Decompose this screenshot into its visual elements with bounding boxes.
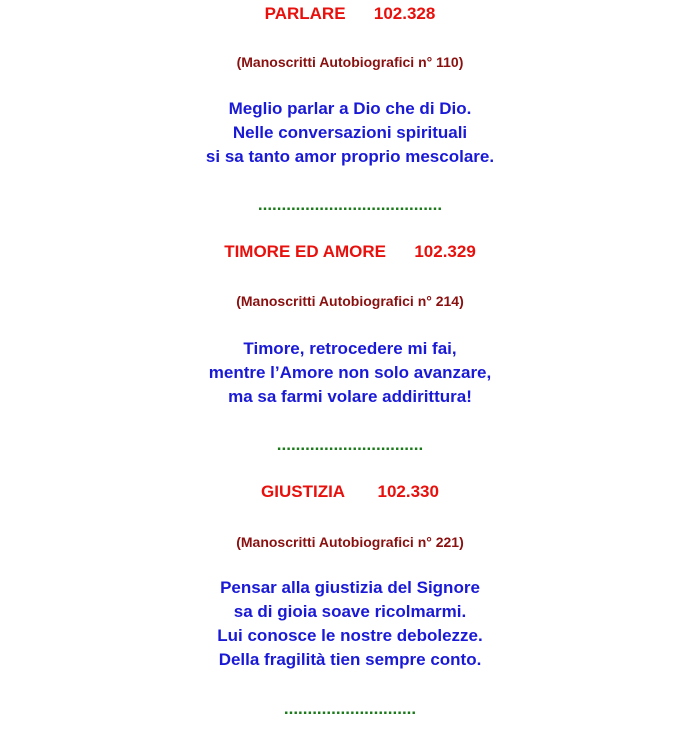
section-title-timore-ed-amore: TIMORE ED AMORE 102.329 bbox=[224, 242, 476, 261]
verse-line: Pensar alla giustizia del Signore bbox=[220, 578, 480, 597]
section-title-parlare: PARLARE 102.328 bbox=[264, 4, 436, 23]
section-source: (Manoscritti Autobiografici n° 214) bbox=[236, 293, 464, 309]
verse-line: Timore, retrocedere mi fai, bbox=[243, 339, 457, 358]
section-separator: ............................ bbox=[283, 699, 417, 718]
verse-line: si sa tanto amor proprio mescolare. bbox=[205, 147, 495, 166]
verse-line: sa di gioia soave ricolmarmi. bbox=[233, 602, 467, 621]
section-source: (Manoscritti Autobiografici n° 110) bbox=[236, 54, 464, 70]
verse-line: Nelle conversazioni spirituali bbox=[232, 123, 468, 142]
section-separator: ....................................... bbox=[257, 195, 443, 214]
section-source: (Manoscritti Autobiografici n° 221) bbox=[236, 534, 464, 550]
verse-line: Meglio parlar a Dio che di Dio. bbox=[228, 99, 472, 118]
verse-line: mentre l’Amore non solo avanzare, bbox=[208, 363, 492, 382]
section-title-giustizia: GIUSTIZIA 102.330 bbox=[261, 482, 439, 501]
verse-line: ma sa farmi volare addirittura! bbox=[228, 387, 472, 406]
verse-line: Della fragilità tien sempre conto. bbox=[218, 650, 482, 669]
section-separator: ............................... bbox=[276, 435, 424, 454]
verse-line: Lui conosce le nostre debolezze. bbox=[217, 626, 483, 645]
